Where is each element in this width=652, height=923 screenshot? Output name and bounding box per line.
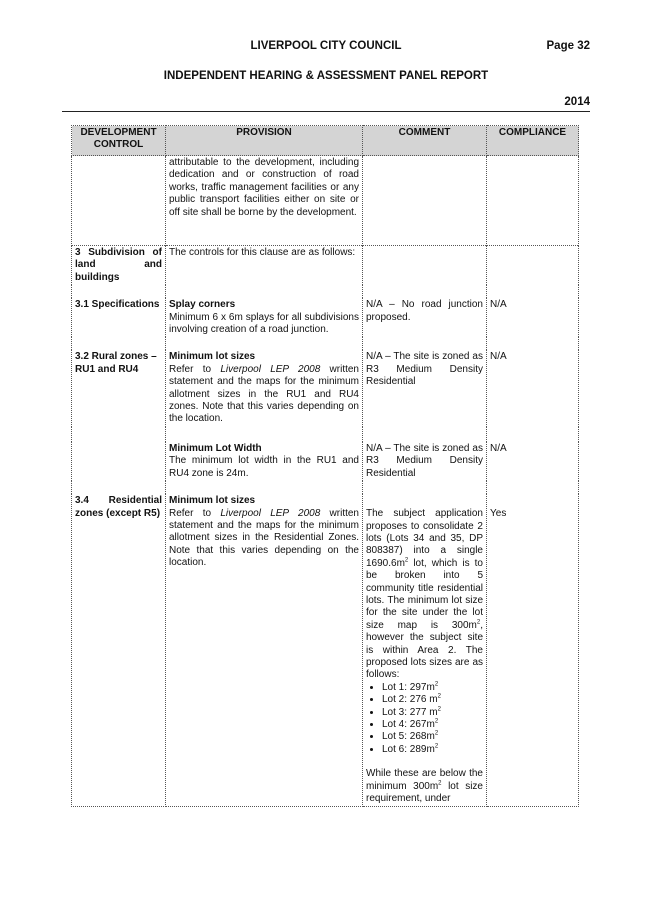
comment-cell: N/A – The site is zoned as R3 Medium Density Residential: [363, 350, 487, 426]
table-header-row: [72, 126, 579, 156]
control-cell: 3.2 Rural zones – RU1 and RU4: [72, 350, 166, 426]
table-row: [72, 427, 579, 442]
compliance-cell: N/A: [487, 350, 579, 426]
report-title: INDEPENDENT HEARING & ASSESSMENT PANEL REPORT: [163, 70, 489, 82]
page-number: Page 32: [546, 40, 590, 52]
control-cell: 3.1 Specifications: [72, 298, 166, 337]
list-item: • Lot 2: 276 $m^2$: [382, 694, 483, 706]
provision-cell: [166, 442, 363, 481]
compliance-cell: Yes: [487, 494, 579, 807]
control-cell: 3 Subdivision of land and buildings: [72, 246, 166, 286]
report-year: 2014: [564, 96, 590, 108]
table-row: [72, 337, 579, 350]
compliance-cell: N/A: [487, 298, 579, 337]
provision-cell: [166, 350, 363, 426]
provision-cell: [166, 298, 363, 337]
comment-cell: N/A – The site is zoned as R3 Medium Density Residential: [363, 442, 487, 481]
provision-heading: Minimum lot sizes: [169, 495, 256, 507]
list-item: • Lot 5: $268m^2$: [382, 731, 483, 743]
table-row: [72, 246, 579, 286]
provision-text: Refer to Liverpool LEP 2008 written statement and the maps for the minimum allotment sizes in the Residential Zones. Note that this varies depending on the location.: [169, 507, 359, 569]
list-item: • Lot 6: $289m^2$: [382, 744, 483, 756]
header-rule: [62, 111, 590, 112]
table-row: [72, 156, 579, 246]
list-item: • Lot 1: $297m^2$: [382, 682, 483, 694]
control-cell: 3.4 Residential zones (except R5): [72, 494, 166, 807]
list-item: • Lot 4: $267m^2$: [382, 719, 483, 731]
table-row: [72, 350, 579, 426]
provision-heading: Splay corners: [169, 299, 236, 311]
comment-text: While these are below the minimum $300m^2$ lot size requirement, under: [366, 768, 483, 805]
provision-heading: Minimum Lot Width: [169, 442, 262, 454]
provision-cell: [166, 494, 363, 807]
assessment-table: [71, 125, 579, 807]
provision-text: The minimum lot width in the RU1 and RU4 zone is 24m.: [169, 455, 359, 479]
provision-cell: The controls for this clause are as follows:: [166, 246, 363, 286]
provision-text: Minimum 6 x 6m splays for all subdivisions involving creation of a road junction.: [169, 311, 359, 336]
compliance-cell: N/A: [487, 442, 579, 481]
comment-cell: [363, 494, 487, 807]
list-item: • Lot 3: 277 $m^2$: [382, 707, 483, 719]
provision-heading: Minimum lot sizes: [169, 351, 256, 363]
table-row: [72, 442, 579, 481]
col-provision: PROVISION: [166, 126, 363, 156]
col-comment: COMMENT: [363, 126, 487, 156]
comment-text: The subject application proposes to consolidate 2 lots (Lots 34 and 35, DP 808387) into a single $1690.6m^2$ lot, which is to be broken into 5 community title residential lots. The minimum lot size for the site under the lot size map is $300m^2$, however the subject site is within Area 2. The proposed lots sizes are as follows:: [366, 508, 483, 681]
table-row: [72, 494, 579, 807]
table-row: [72, 481, 579, 494]
col-development-control: DEVELOPMENT CONTROL: [72, 126, 166, 156]
lot-size-list: [366, 682, 483, 756]
comment-cell: N/A – No road junction proposed.: [363, 298, 487, 337]
council-name: LIVERPOOL CITY COUNCIL: [250, 40, 402, 52]
provision-text: Refer to Liverpool LEP 2008 written statement and the maps for the minimum allotment sizes in the RU1 and RU4 zones. Note that this varies depending on the location.: [169, 363, 359, 425]
table-row: [72, 285, 579, 298]
table-row: [72, 298, 579, 337]
col-compliance: COMPLIANCE: [487, 126, 579, 156]
provision-cell: attributable to the development, including dedication and or construction of road works, traffic management facilities or any public transport facilities either on site or off site shall be borne by the development.: [166, 156, 363, 246]
